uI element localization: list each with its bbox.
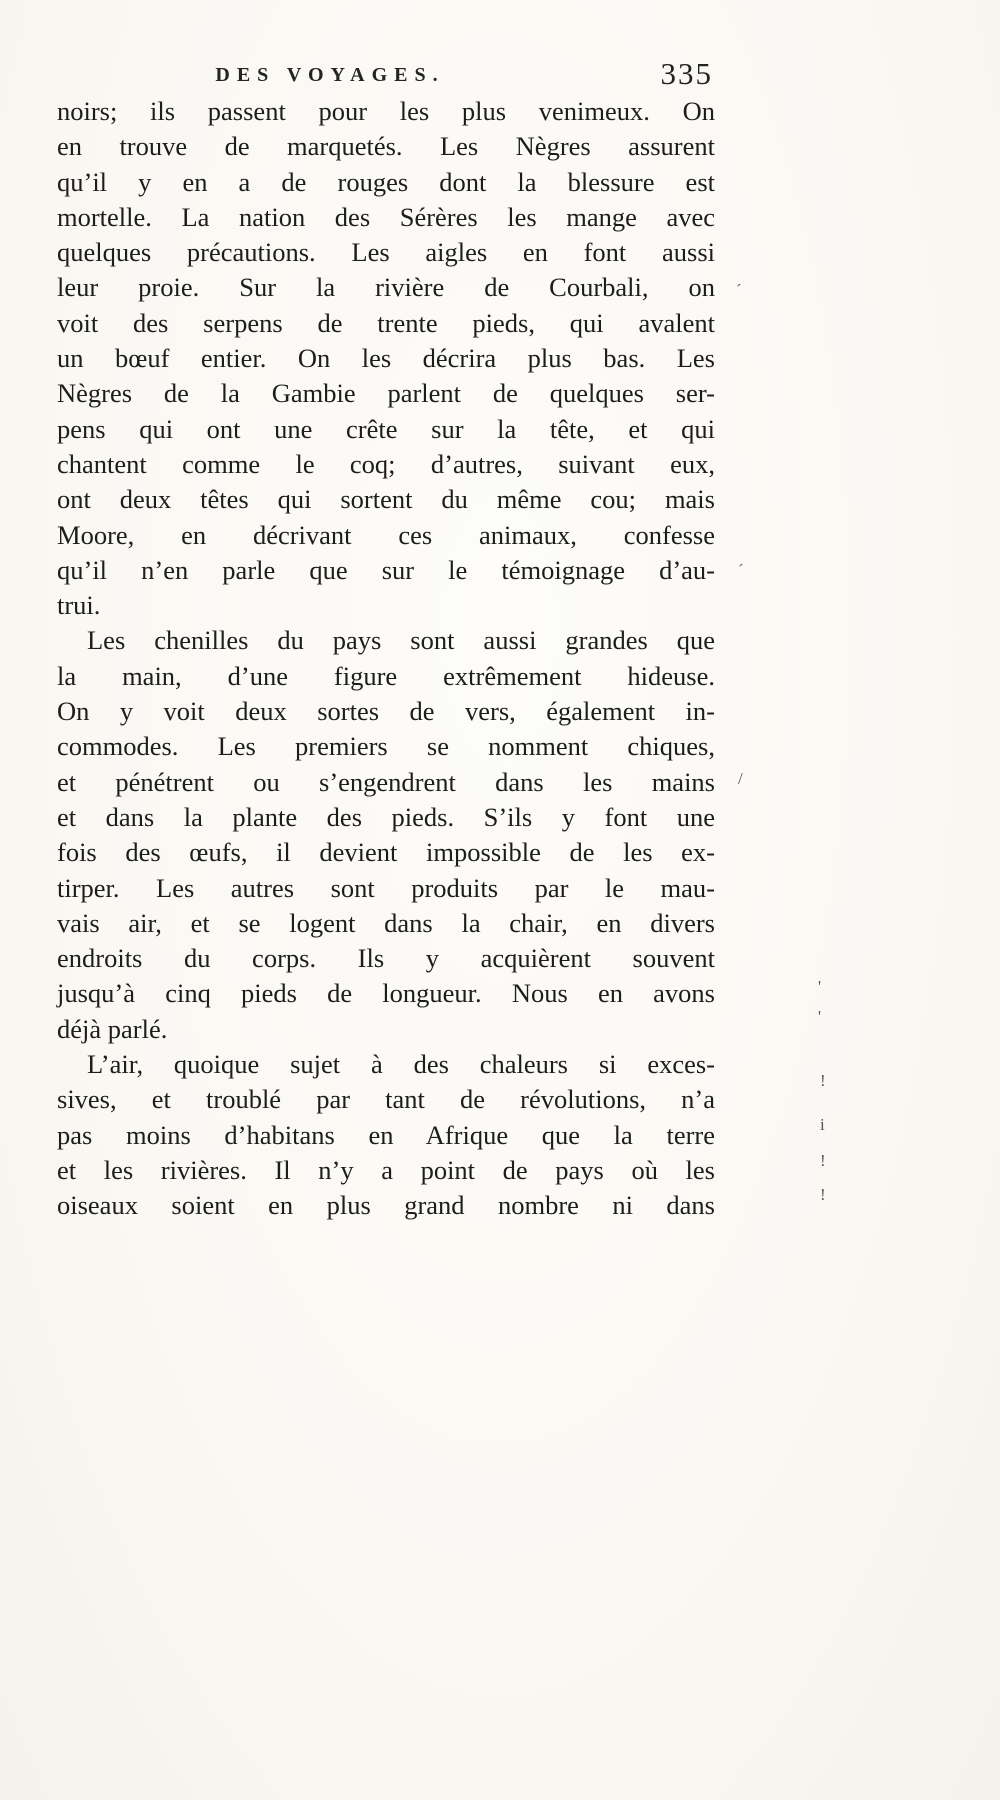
scan-mark: ´ xyxy=(738,561,744,580)
text-line: ont deux têtes qui sortent du même cou; mais xyxy=(57,484,715,515)
text-line: voit des serpens de trente pieds, qui avalent xyxy=(57,307,715,338)
text-line: commodes. Les premiers se nomment chiques, xyxy=(57,731,715,762)
text-line: Nègres de la Gambie parlent de quelques ser- xyxy=(57,378,715,409)
page-header xyxy=(57,56,713,96)
text-line: et pénétrent ou s’engendrent dans les mains xyxy=(57,766,715,797)
text-line: fois des œufs, il devient impossible de les ex- xyxy=(57,837,715,868)
text-block xyxy=(57,94,715,1224)
text-line: trui. xyxy=(57,590,101,621)
text-line: en trouve de marquetés. Les Nègres assurent xyxy=(57,131,715,162)
text-line: leur proie. Sur la rivière de Courbali, on xyxy=(57,272,715,303)
text-line: jusqu’à cinq pieds de longueur. Nous en avons xyxy=(57,978,715,1009)
text-line: L’air, quoique sujet à des chaleurs si exces- xyxy=(87,1049,715,1080)
scan-mark: ' xyxy=(818,977,822,996)
text-line: vais air, et se logent dans la chair, en divers xyxy=(57,907,715,938)
text-line: et dans la plante des pieds. S’ils y font une xyxy=(57,801,715,832)
text-line: qu’il y en a de rouges dont la blessure est xyxy=(57,166,715,197)
text-line: pens qui ont une crête sur la tête, et qui xyxy=(57,413,715,444)
scan-mark: ! xyxy=(820,1071,826,1090)
scan-mark: ' xyxy=(818,1007,822,1026)
scan-mark: ! xyxy=(820,1151,826,1170)
text-line: et les rivières. Il n’y a point de pays où les xyxy=(57,1154,715,1185)
text-line: oiseaux soient en plus grand nombre ni dans xyxy=(57,1190,715,1221)
text-line: sives, et troublé par tant de révolutions, n’a xyxy=(57,1084,715,1115)
text-line: noirs; ils passent pour les plus venimeux. On xyxy=(57,96,715,126)
scan-mark: ´ xyxy=(736,281,742,300)
scan-mark: / xyxy=(738,769,743,788)
scan-mark: i xyxy=(820,1115,825,1134)
scan-mark: ! xyxy=(820,1185,826,1204)
text-line: pas moins d’habitans en Afrique que la terre xyxy=(57,1119,715,1150)
text-line: déjà parlé. xyxy=(57,1013,168,1044)
text-line: chantent comme le coq; d’autres, suivant eux, xyxy=(57,448,715,479)
running-title: DES VOYAGES. xyxy=(215,64,445,86)
text-line: Moore, en décrivant ces animaux, confesse xyxy=(57,519,715,550)
text-line: la main, d’une figure extrêmement hideuse. xyxy=(57,660,715,691)
page-number: 335 xyxy=(660,56,713,91)
text-line: On y voit deux sortes de vers, également in- xyxy=(57,696,715,727)
text-line: mortelle. La nation des Sérères les mange avec xyxy=(57,201,715,232)
text-line: quelques précautions. Les aigles en font aussi xyxy=(57,237,715,268)
text-line: tirper. Les autres sont produits par le mau- xyxy=(57,872,715,903)
text-line: endroits du corps. Ils y acquièrent souvent xyxy=(57,943,715,974)
text-line: Les chenilles du pays sont aussi grandes que xyxy=(87,625,715,656)
text-line: un bœuf entier. On les décrira plus bas. Les xyxy=(57,343,715,374)
text-line: qu’il n’en parle que sur le témoignage d’au- xyxy=(57,554,715,585)
